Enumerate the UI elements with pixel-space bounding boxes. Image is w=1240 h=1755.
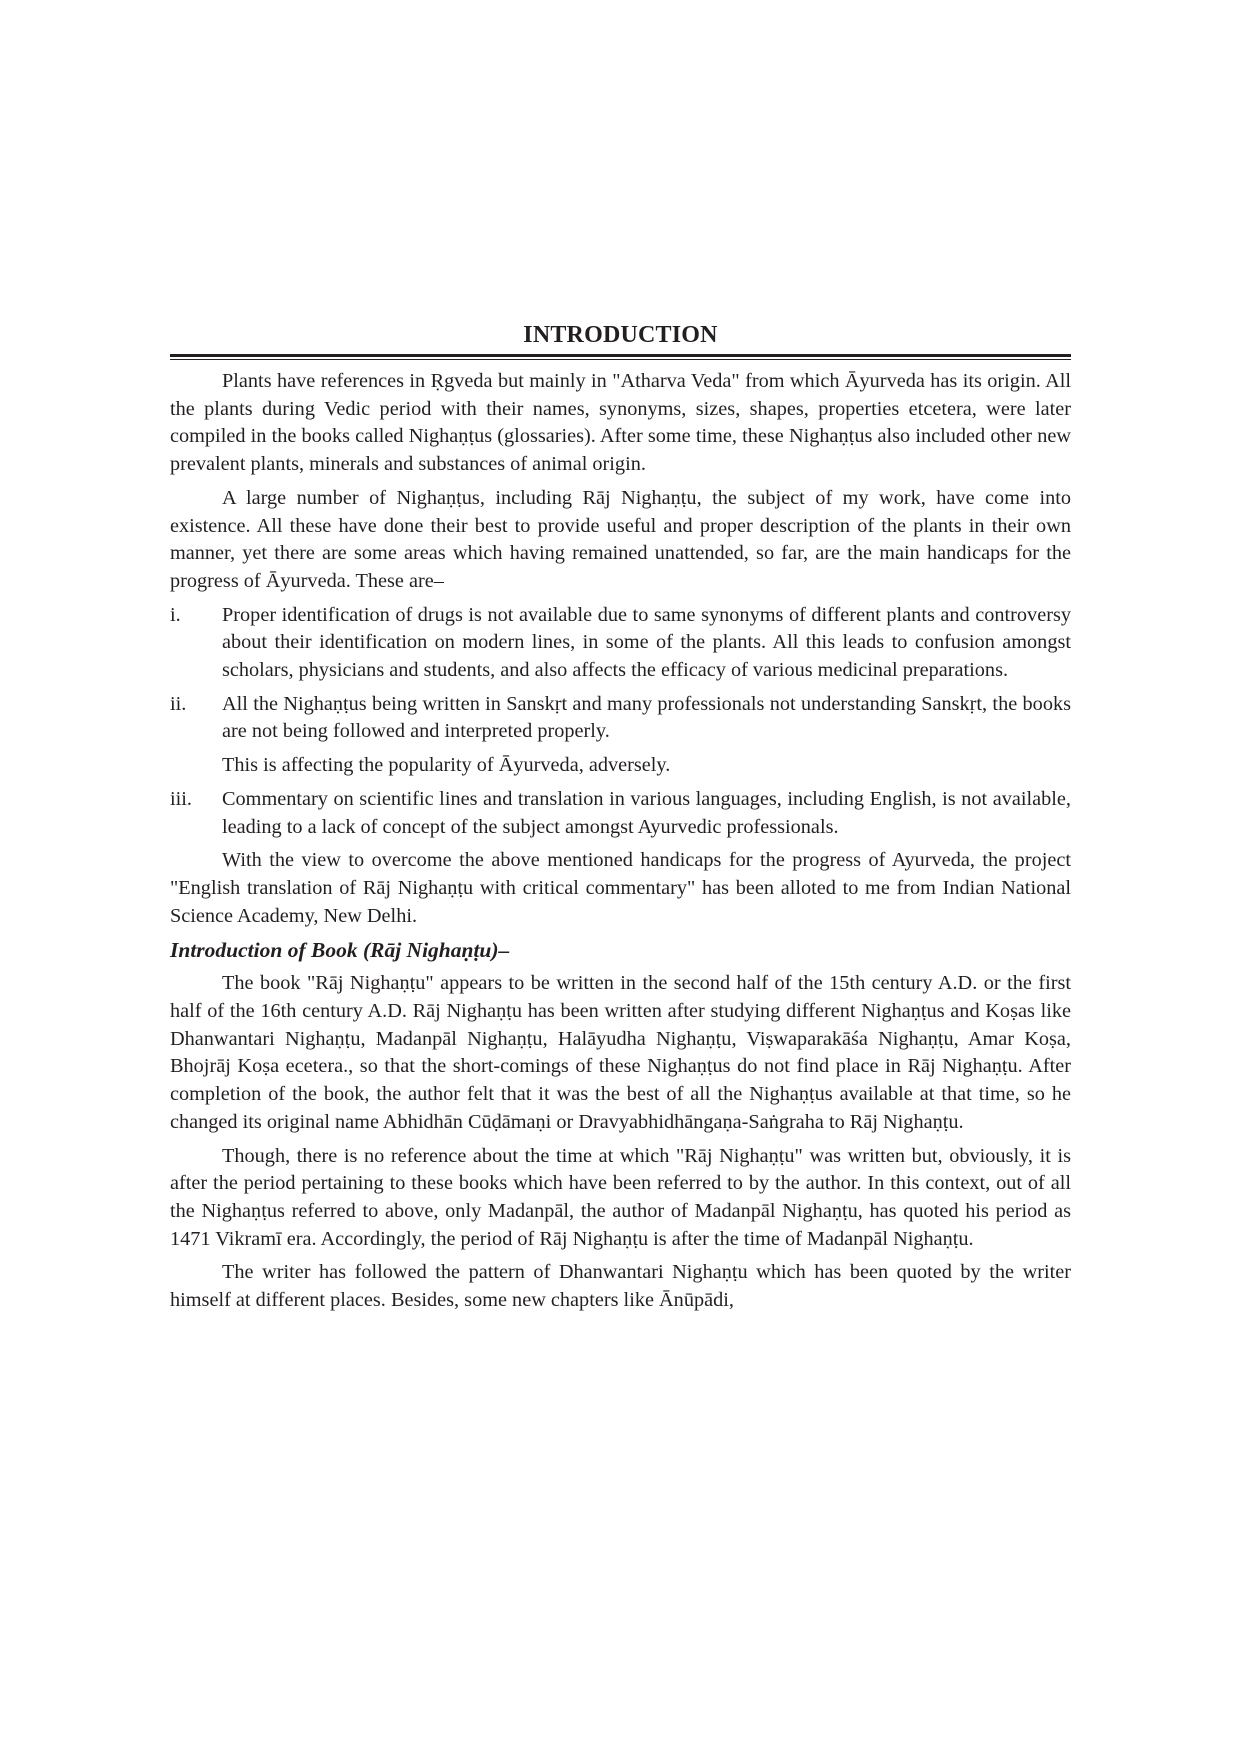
list-item-i <box>170 602 1071 685</box>
paragraph-6: The writer has followed the pattern of Dhanwantari Nighaṇṭu which has been quoted by the writer himself at different places. Besides, some new chapters like Ānūpādi, <box>170 1261 1071 1312</box>
page-content <box>170 320 1071 1321</box>
page-title: INTRODUCTION <box>523 322 718 348</box>
paragraph-3: With the view to overcome the above mentioned handicaps for the progress of Ayurveda, the project "English translation of Rāj Nighaṇṭu with critical commentary" has been alloted to me from Indian National Science Academy, New Delhi. <box>170 849 1071 927</box>
list-item-ii-continuation: This is affecting the popularity of Āyurveda, adversely. <box>222 754 671 777</box>
list-item-iii <box>170 786 1071 841</box>
list-item-text: Proper identification of drugs is not available due to same synonyms of different plants and controversy about their identification on modern lines, in some of the plants. All this leads to confusion amongst scholars, physicians and students, and also affects the efficacy of various medicinal preparations. <box>222 603 1071 682</box>
list-item-text: All the Nighaṇṭus being written in Sanskṛt and many professionals not understanding Sanskṛt, the books are not being followed and interpreted properly. <box>222 692 1071 743</box>
section-subheading: Introduction of Book (Rāj Nighaṇṭu)– <box>170 938 510 963</box>
list-number: ii. <box>170 692 187 715</box>
paragraph-5: Though, there is no reference about the time at which "Rāj Nighaṇṭu" was written but, obviously, it is after the period pertaining to these books which have been referred to by the author. In this context, out of all the Nighaṇṭus referred to above, only Madanpāl, the author of Madanpāl Nighaṇṭu, has quoted his period as 1471 Vikramī era. Accordingly, the period of Rāj Nighaṇṭu is after the time of Madanpāl Nighaṇṭu. <box>170 1144 1071 1250</box>
paragraph-2: A large number of Nighaṇṭus, including Rāj Nighaṇṭu, the subject of my work, have come into existence. All these have done their best to provide useful and proper description of the plants in their own manner, yet there are some areas which having remained unattended, so far, are the main handicaps for the progress of Āyurveda. These are– <box>170 486 1071 592</box>
title-rule-thin <box>170 359 1071 360</box>
paragraph-1: Plants have references in Ṛgveda but mainly in "Atharva Veda" from which Āyurveda has its origin. All the plants during Vedic period with their names, synonyms, sizes, shapes, properties etcetera, were later compiled in the books called Nighaṇṭus (glossaries). After some time, these Nighaṇṭus also included other new prevalent plants, minerals and substances of animal origin. <box>170 370 1071 476</box>
list-number: iii. <box>170 787 192 810</box>
list-number: i. <box>170 603 181 626</box>
list-item-text: Commentary on scientific lines and translation in various languages, including English, is not available, leading to a lack of concept of the subject amongst Ayurvedic professionals. <box>222 787 1071 838</box>
title-rule-thick <box>170 354 1071 357</box>
paragraph-4: The book "Rāj Nighaṇṭu" appears to be written in the second half of the 15th century A.D. or the first half of the 16th century A.D. Rāj Nighaṇṭu has been written after studying different Nighaṇṭus and Koṣas like Dhanwantari Nighaṇṭu, Madanpāl Nighaṇṭu, Halāyudha Nighaṇṭu, Viṣwaparakāśa Nighaṇṭu, Amar Koṣa, Bhojrāj Koṣa ecetera., so that the short-comings of these Nighaṇṭus do not find place in Rāj Nighaṇṭu. After completion of the book, the author felt that it was the best of all the Nighaṇṭus available at that time, so he changed its original name Abhidhān Cūḍāmaṇi or Dravyabhidhāngaṇa-Saṅgraha to Rāj Nighaṇṭu. <box>170 972 1071 1133</box>
list-item-ii <box>170 691 1071 746</box>
